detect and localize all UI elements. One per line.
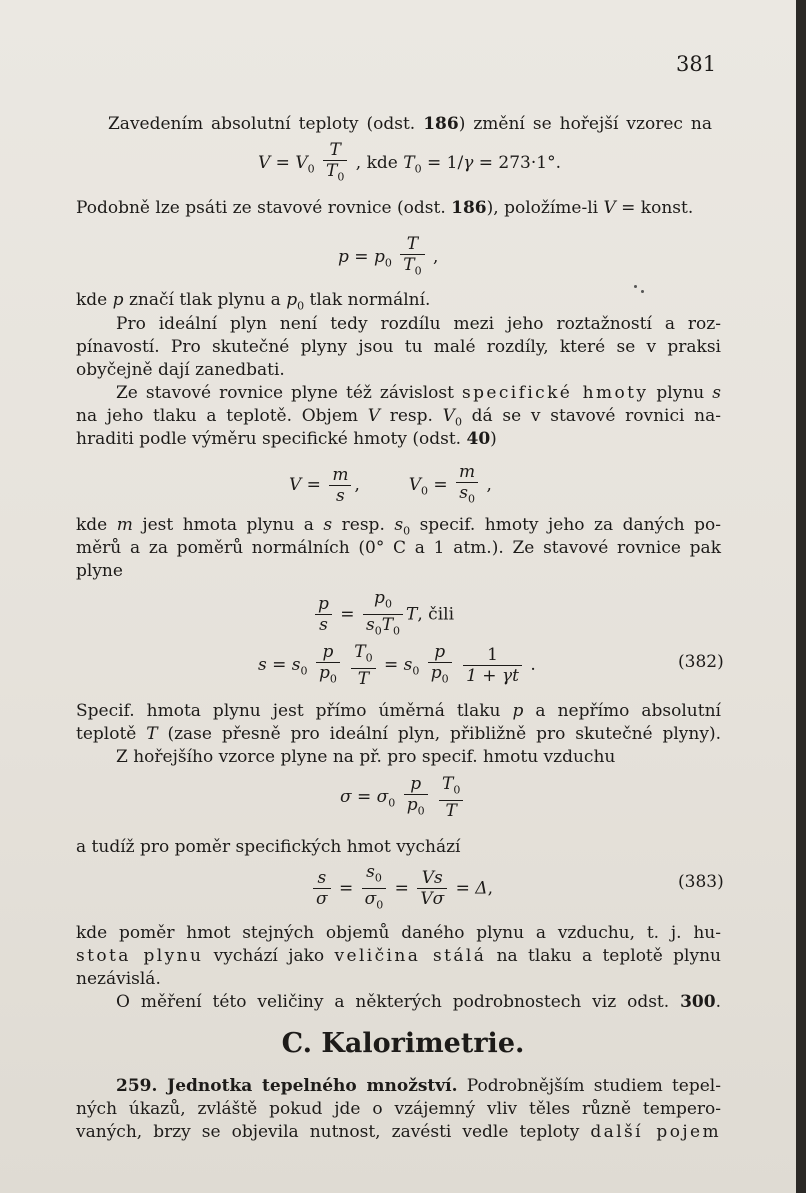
paragraph-line: pínavostí. Pro skutečné plyny jsou tu malé rozdíly, které se v praksi bbox=[76, 337, 721, 357]
paragraph-line: na jeho tlaku a teplotě. Objem V resp. $V_0$ dá se v stavové rovnici na- bbox=[76, 406, 721, 429]
equation-volume-specific-mass: V = $\frac{m}{s}$ , $V_0$ = $\frac{m}{s_0}$ , bbox=[289, 462, 492, 507]
equation-number-383: (383) bbox=[678, 872, 724, 892]
paragraph-line: měrů a za poměrů normálních (0° C a 1 atm.). Ze stavové rovnice pak bbox=[76, 538, 721, 558]
paragraph-line: a tudíž pro poměr specifických hmot vychází bbox=[76, 837, 461, 857]
section-heading: C. Kalorimetrie. bbox=[281, 1028, 525, 1059]
paragraph-line: stota plynu vychází jako veličina stálá na tlaku a teplotě plynu bbox=[76, 946, 721, 966]
paragraph-line: 259. Jednotka tepelného množství. Podrobnějším studiem tepel- bbox=[116, 1076, 721, 1096]
paragraph-line: vaných, brzy se objevila nutnost, zavésti vedle teploty další pojem bbox=[76, 1122, 721, 1142]
paragraph-line: kde poměr hmot stejných objemů daného plynu a vzduchu, t. j. hu- bbox=[76, 923, 721, 943]
paragraph-line: Z hořejšího vzorce plyne na př. pro specif. hmotu vzduchu bbox=[116, 747, 616, 767]
paragraph-line: obyčejně dají zanedbati. bbox=[76, 360, 285, 380]
paragraph-line: Podobně lze psáti ze stavové rovnice (odst. 186), položíme-li V = konst. bbox=[76, 198, 694, 218]
page-number: 381 bbox=[676, 52, 717, 76]
paragraph-line: Pro ideální plyn není tedy rozdílu mezi jeho roztažností a roz- bbox=[116, 314, 721, 334]
equation-383: $\frac{s}{\sigma}$ = $\frac{s_0}{\sigma_0}$ = $\frac{Vs}{V\sigma}$ = Δ, bbox=[310, 862, 493, 916]
print-speck bbox=[634, 285, 637, 288]
paragraph-line: teplotě T (zase přesně pro ideální plyn, přibližně pro skutečné plyny). bbox=[76, 724, 722, 744]
paragraph-line: Ze stavové rovnice plyne též závislost specifické hmoty plynu s bbox=[116, 383, 722, 403]
equation-number-382: (382) bbox=[678, 652, 724, 672]
paragraph-line: kde m jest hmota plynu a s resp. $s_0$ specif. hmoty jeho za daných po- bbox=[76, 515, 721, 538]
equation-p-over-s: $\frac{p}{s}$ = $\frac{p_0}{s_0T_0}$ T, čili bbox=[312, 588, 454, 642]
paragraph-line: Specif. hmota plynu jest přímo úměrná tlaku p a nepřímo absolutní bbox=[76, 701, 721, 721]
paragraph-line: hraditi podle výměru specifické hmoty (odst. 40) bbox=[76, 429, 497, 449]
equation-382: $s = s_0$ $\frac{p}{p_0}$ $\frac{T_0}{T}$ = $s_0$ $\frac{p}{p_0}$ $\frac{1}{1 + \gamma t}$ . bbox=[258, 642, 536, 690]
paragraph-line: nezávislá. bbox=[76, 969, 161, 989]
paragraph-line: Zavedením absolutní teploty (odst. 186) změní se hořejší vzorec na bbox=[108, 114, 712, 134]
equation-v-temperature: $V = V_0$ $\frac{T}{T_0}$ , kde $T_0 = 1/\gamma = 273\cdot 1^\circ$. bbox=[258, 140, 561, 184]
equation-sigma: $\sigma = \sigma_0$ $\frac{p}{p_0}$ $\frac{T_0}{T}$ bbox=[340, 774, 466, 821]
equation-p-temperature: $p = p_0$ $\frac{T}{T_0}$ , bbox=[338, 234, 439, 278]
paragraph-line: ných úkazů, zvláště pokud jde o vzájemný vliv těles různě tempero- bbox=[76, 1099, 721, 1119]
paragraph-line: plyne bbox=[76, 561, 123, 581]
page-edge-shadow bbox=[796, 0, 806, 1193]
paragraph-line: kde p značí tlak plynu a $p_0$ tlak normální. bbox=[76, 290, 431, 313]
paragraph-line: O měření této veličiny a některých podrobnostech viz odst. 300. bbox=[116, 992, 721, 1012]
